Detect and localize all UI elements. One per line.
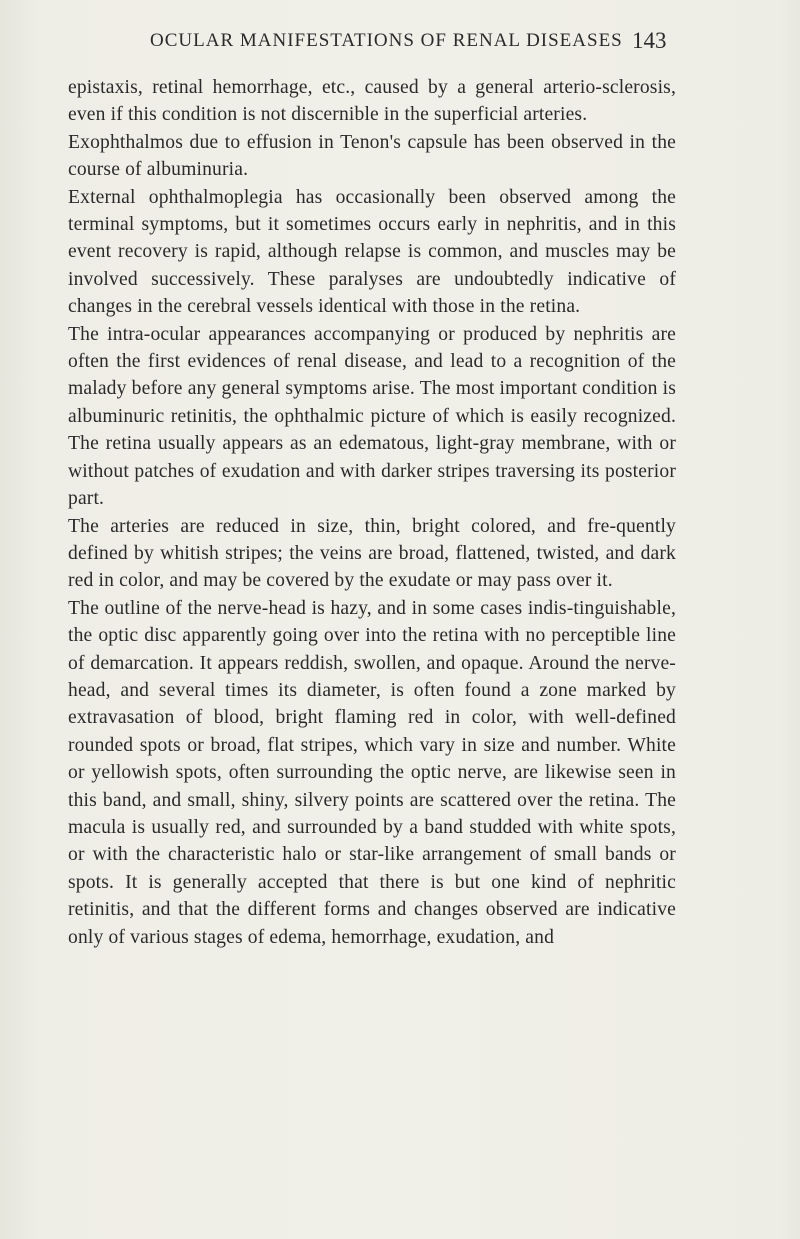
running-head: OCULAR MANIFESTATIONS OF RENAL DISEASES: [150, 30, 623, 51]
paragraph-arteries: The arteries are reduced in size, thin, bright colored, and fre-quently defined by whitish stripes; the veins are broad, flattened, twisted, and dark red in color, and may be covered by the exudate or may pass over it.: [68, 515, 676, 592]
body-text: [68, 74, 676, 951]
paragraph-intra-ocular-appearances: The intra-ocular appearances accompanying or produced by nephritis are often the first evidences of renal disease, and lead to a recognition of the malady before any general symptoms arise. The most important condition is albuminuric retinitis, the ophthalmic picture of which is easily recognized. The retina usually appears as an edematous, light-gray membrane, with or without patches of exudation and with darker stripes traversing its posterior part.: [68, 323, 676, 510]
page-number: 143: [632, 28, 667, 53]
paragraph-nerve-head: The outline of the nerve-head is hazy, and in some cases indis-tinguishable, the optic disc apparently going over into the retina with no perceptible line of demarcation. It appears reddish, swollen, and opaque. Around the nerve-head, and several times its diameter, is often found a zone marked by extravasation of blood, bright flaming red in color, with well-defined rounded spots or broad, flat stripes, which vary in size and number. White or yellowish spots, often surrounding the optic nerve, are likewise seen in this band, and small, shiny, silvery points are scattered over the retina. The macula is usually red, and surrounded by a band studded with white spots, or with the characteristic halo or star-like arrangement of small bands or spots. It is generally accepted that there is but one kind of nephritic retinitis, and that the different forms and changes observed are indicative only of various stages of edema, hemorrhage, exudation, and: [68, 597, 676, 948]
paragraph-ophthalmoplegia: External ophthalmoplegia has occasionally been observed among the terminal symptoms, but it sometimes occurs early in nephritis, and in this event recovery is rapid, although relapse is common, and muscles may be involved successively. These paralyses are undoubtedly indicative of changes in the cerebral vessels identical with those in the retina.: [68, 186, 676, 318]
paragraph-exophthalmos: Exophthalmos due to effusion in Tenon's capsule has been observed in the course of albuminuria.: [68, 131, 676, 181]
paragraph-continuation: epistaxis, retinal hemorrhage, etc., caused by a general arterio-sclerosis, even if this condition is not discernible in the superficial arteries.: [68, 77, 676, 126]
page-header: [0, 30, 800, 60]
